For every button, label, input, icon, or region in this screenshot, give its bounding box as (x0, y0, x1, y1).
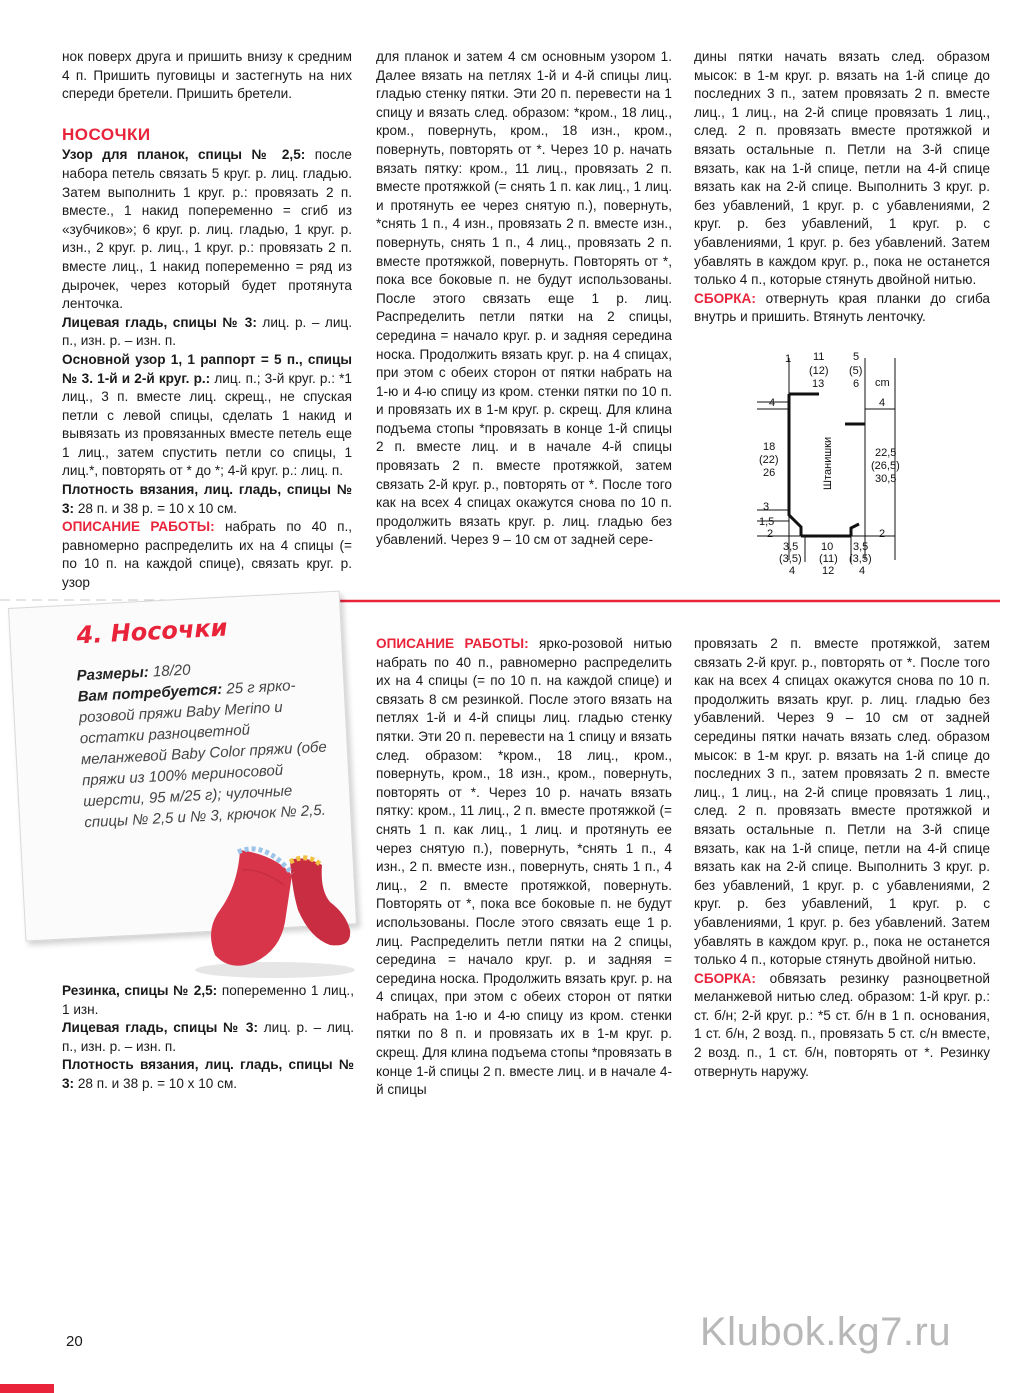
paragraph-label: Узор для планок, спицы № 2,5: (62, 147, 306, 163)
intro-paragraph: нок поверх друга и пришить внизу к средним 4 п. Пришить пуговицы и застегнуть на них спереди бретели. Пришить бретели. (62, 49, 352, 102)
schema-label: 12 (822, 565, 835, 577)
column-4 (62, 982, 354, 1094)
size-label: Размеры: (76, 663, 150, 685)
paragraph-label: Основной узор 1, 1 раппорт = 5 п., спицы № 3. 1-й и 2-й круг. р.: (62, 351, 352, 386)
paragraph-text: лиц. р. – лиц. п., изн. р. – изн. п. (62, 314, 352, 349)
schema-label: 13 (812, 378, 825, 390)
paragraph (62, 481, 352, 518)
paragraph-label: ОПИСАНИЕ РАБОТЫ: (62, 519, 215, 535)
paragraph (62, 1019, 354, 1056)
schema-label: 10 (821, 541, 834, 553)
materials-label: Вам потребуется: (77, 680, 223, 706)
paragraph (62, 314, 352, 351)
paragraph: дины пятки начать вязать след. образом мысок: в 1-м круг. р. вязать на 1-й спице до последних 3 п., затем провязать 2 п. вместе лиц., 1 лиц., на 2-й спице провязать 1 лиц., след. 2 п. провязать вместе протяжкой и вязать остальные п. Петли на 3-й спице вязать, как на 1-й спице, петли на 4-й спице вязать как на 2-й спице. Выполнить 3 круг. р. без убавлений, 1 круг. р. с убавлениями, 2 круг. р. без убавлений, 1 круг. р. с убавлениями, 1 круг. р. без убавлений. Затем убавлять в каждом круг. р., пока не останется только 4 п., которые стянуть двойной нитью. (694, 49, 990, 288)
schema-label: (26,5) (871, 460, 900, 472)
paragraph (376, 635, 672, 1100)
paragraph (694, 970, 990, 1082)
schema-label: 4 (769, 397, 776, 409)
paragraph-label: Плотность вязания, лиц. гладь, спицы № 3: (62, 482, 352, 516)
paragraph-label: Плотность вязания, лиц. гладь, спицы № 3: (62, 1057, 354, 1091)
schema-label: 11 (813, 351, 825, 363)
paragraph: для планок и затем 4 см основным узором 1. Далее вязать на петлях 1-й и 4-й спицы лиц. гладью стенку пятки. Эти 20 п. перевести на 1 спицу и вязать след. образом: *кром., 18 лиц., кром., повернуть, кром., 18 изн., кром., повернуть, повторять от *. Через 10 р. начать вязать пятку: кром., 11 лиц., провязать 2 п. вместе протяжкой (= снять 1 п. как лиц., 1 лиц. и протянуть ее через снятую п.), повернуть, *снять 1 п., 4 изн., провязать 2 п. вместе изн., повернуть, снять 1 п., 4 лиц., провязать 2 п. вместе протяжкой, повернуть. Повторять от *, пока все боковые п. не будут использованы. После этого связать еще 1 р. лиц. Распределить петли пятки на 2 спицы, середина = начало круг. р. и задняя середина носка. Продолжить вязать круг. р. на 4 спицах, при этом с обеих сторон от пятки набрать на 1-ю и 4-ю спицу из кром. стенки пятки по 10 п. и провязать их в 1-м круг. р. скрещ. Для клина подъема стопы *провязать в конце 1-й спицы 2 п. вместе лиц. и в начале 4-й спицы провязать 2 п. вместе протяжкой, затем связать 2-й круг. р., повторять от *. После того как на всех 4 спицах окажутся снова по 10 п. продолжить вязать круг. р. лиц. гладью без убавлений. Через 9 – 10 см от задней сере- (376, 49, 672, 548)
paragraph-text: попеременно 1 лиц., 1 изн. (62, 983, 354, 1017)
schema-label: (22) (759, 454, 779, 466)
paragraph: провязать 2 п. вместе протяжкой, затем связать 2-й круг. р., повторять от *. После того как на всех 4 спицах окажутся снова по 10 п. продолжить вязать круг. р. лиц. гладью без убавлений. Через 9 – 10 см от задней середины пятки начать вязать след. образом мысок: в 1-м круг. р. вязать на 1-й спице до последних 3 п., затем провязать 2 п. вместе лиц., 1 лиц., на 2-й спице провязать 1 лиц., след. 2 п. провязать вместе протяжкой и вязать остальные п. Петли на 3-й спице вязать, как на 1-й спице, петли на 4-й спице вязать как на 2-й спице. Выполнить 3 круг. р. без убавлений, 1 круг. р. с убавлениями, 2 круг. р. без убавлений, 1 круг. р. с убавлениями, 1 круг. р. без убавлений. Затем убавлять в каждом круг. р., пока не останется только 4 п., которые стянуть двойной нитью. (694, 636, 990, 968)
section-heading: НОСОЧКИ (62, 124, 151, 144)
column-5 (376, 635, 672, 1100)
paragraph-text: лиц. п.; 3-й круг. р.: *1 лиц., 3 п. вместе лиц. скрещ., не спуская петли с левой спицы, сделать 1 накид и вывязать из провязанных вместе петель еще 1 лиц., затем спустить петли со спицы, 1 лиц.*, повторять от * до *; 4-й круг. р.: лиц. п. (62, 370, 352, 479)
schema-label: (3,5) (779, 553, 802, 565)
schema-label: 4 (859, 565, 866, 577)
schema-label: 18 (763, 441, 776, 453)
schema-center-label: Штанишки (822, 436, 834, 490)
schema-label: 3 (763, 501, 770, 513)
paragraph (62, 982, 354, 1019)
schema-label: 3,5 (853, 541, 869, 553)
paragraph-text: набрать по 40 п., равномерно распределить их на 4 спицы (= по 10 п. на каждой спице), связать круг. р. узор (62, 519, 353, 591)
paragraph (62, 146, 352, 313)
paragraph-text: 28 п. и 38 р. = 10 х 10 см. (74, 500, 238, 516)
schema-label: (11) (819, 553, 838, 565)
paragraph (62, 518, 352, 592)
paragraph-text: ярко-розовой нитью набрать по 40 п., равномерно распределить их на 4 спицы (= по 10 п. на каждой спице) и связать 8 см резинкой. После этого вязать на петлях 1-й и 4-й спицы лиц. гладью стенку пятки. Эти 20 п. перевести на 1 спицу и вязать след. образом: *кром., 18 лиц., кром., повернуть, кром., 18 изн., кром., повернуть, повторять от *. Через 10 р. начать вязать пятку: кром., 11 лиц., 2 п. вместе протяжкой (= снять 1 п. как лиц., 1 лиц. и протянуть ее через снятую п.), повернуть, *снять 1 п., 4 изн., 2 п. вместе изн., повернуть, снять 1 п., 4 лиц., 2 п. вместе протяжкой, повернуть. Повторять от *, пока все боковые п. не будут использованы. После этого связать еще 1 р. лиц. Распределить петли пятки на 2 спицы, середина = начало круг. р. и задняя = середина носка. Продолжить вязать круг. р. на 4 спицах, при этом с обеих сторон от пятки набрать на 1-ю и 4-ю спицу из кром. стенки пятки по 8 п. и провязать их в 1-м круг. р. скрещ. Для клина подъема стопы *провязать в конце 1-й спицы 2 п. вместе лиц. и в начале 4-й спицы (376, 636, 672, 1098)
paragraph-label: ОПИСАНИЕ РАБОТЫ: (376, 636, 529, 651)
size-value: 18/20 (148, 661, 191, 681)
schema-label: (12) (809, 365, 829, 377)
schema-label: 3,5 (783, 541, 799, 553)
paragraph (62, 351, 352, 481)
schema-label: 4 (879, 397, 886, 409)
column-3 (694, 48, 990, 327)
sock-photo (180, 830, 360, 980)
schema-label: 6 (853, 378, 860, 390)
materials-value: 25 г ярко-розовой пряжи Baby Merino и остатки разноцветной меланжевой Baby Color пряжи (обе пряжи из 100% мериносовой шерсти, 95 м/25 г); чулочные спицы № 2,5 и № 3, крючок № 2,5. (78, 677, 328, 832)
schema-label: 26 (763, 467, 776, 479)
schema-label: 1,5 (759, 516, 775, 528)
schema-label: cm (875, 377, 890, 389)
schema-label: 30,5 (875, 473, 897, 485)
paragraph-text: 28 п. и 38 р. = 10 х 10 см. (74, 1075, 238, 1091)
schema-label: 5 (853, 351, 860, 363)
schema-label: (3,5) (849, 553, 872, 565)
paragraph-text: отвернуть края планки до сгиба внутрь и пришить. Втянуть ленточку. (694, 290, 990, 325)
schema-label: 4 (789, 565, 796, 577)
paragraph-label: Лицевая гладь, спицы № 3: (62, 314, 257, 330)
card-body (76, 652, 334, 833)
schema-label: 1 (785, 353, 792, 365)
paragraph-text: лиц. р. – лиц. п., изн. р. – изн. п. (62, 1020, 354, 1054)
paragraph-label: СБОРКА: (694, 290, 756, 306)
column-6 (694, 635, 990, 1081)
paragraph-text: обвязать резинку разноцветной меланжевой нитью след. образом: 1-й круг. р.: ст. б/н; 2-й круг. р.: *5 ст. б/н в 1 п. основания, 1 ст. б/н, 2 возд. п., провязать 5 ст. с/н вместе, 2 возд. п., 1 ст. б/н, повторять от *. Резинку отвернуть наружу. (694, 970, 990, 1079)
pattern-schema (745, 350, 995, 580)
paragraph-label: Лицевая гладь, спицы № 3: (62, 1020, 258, 1036)
watermark: Klubok.kg7.ru (700, 1310, 952, 1354)
column-1 (62, 48, 352, 593)
paragraph (694, 290, 990, 327)
column-2 (376, 48, 672, 550)
paragraph (62, 1056, 354, 1093)
paragraph-label: СБОРКА: (694, 970, 756, 986)
paragraph-text: после набора петель связать 5 круг. р. лиц. гладью. Затем выполнить 1 круг. р.: провязать 2 п. вместе., 1 накид попеременно = сгиб из «зубчиков»; 6 круг. р. лиц. гладью, 1 круг. р. изн., 2 круг. р. лиц., 1 круг. р.: провязать 2 п. вместе лиц., 1 накид попеременно = ряд из дырочек, через который будет протянута ленточка. (62, 147, 352, 312)
page-number: 20 (66, 1333, 83, 1350)
schema-label: 22,5 (875, 447, 897, 459)
schema-label: (5) (849, 365, 863, 377)
paragraph-label: Резинка, спицы № 2,5: (62, 983, 218, 998)
schema-label: 2 (767, 528, 774, 540)
corner-accent (0, 1384, 54, 1393)
schema-label: 2 (879, 528, 886, 540)
card-title: 4. Носочки (75, 613, 229, 650)
